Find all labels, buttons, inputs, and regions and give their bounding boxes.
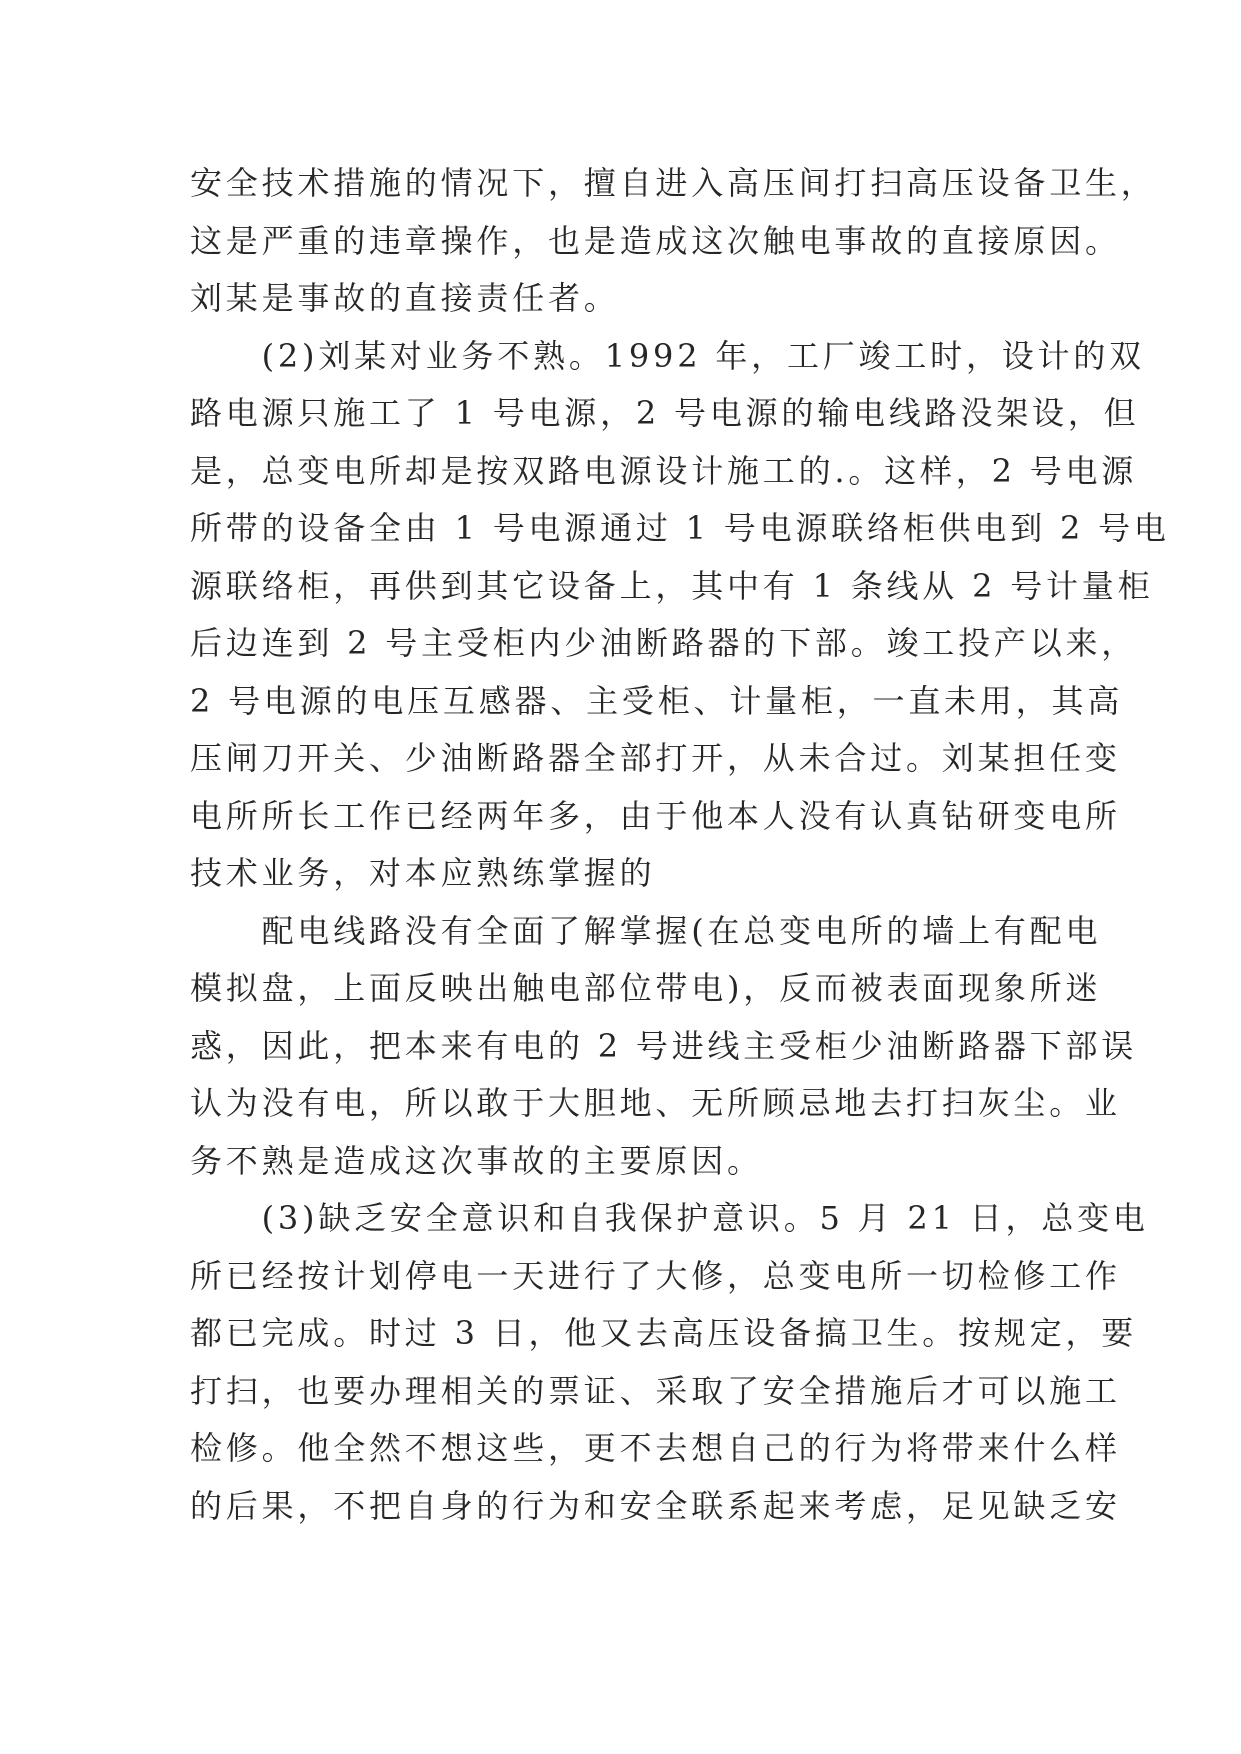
text-line: 认为没有电，所以敢于大胆地、无所顾忌地去打扫灰尘。业 <box>190 1084 1121 1122</box>
text-line: 源联络柜，再供到其它设备上，其中有 1 条线从 2 号计量柜 <box>190 566 1154 605</box>
text-line: 都已完成。时过 3 日，他又去高压设备搞卫生。按规定，要 <box>190 1314 1138 1352</box>
text-line: (3)缺乏安全意识和自我保护意识。5 月 21 日，总变电 <box>190 1199 1149 1237</box>
text-line: 检修。他全然不想这些，更不去想自己的行为将带来什么样 <box>190 1429 1121 1467</box>
text-line: 的后果，不把自身的行为和安全联系起来考虑，足见缺乏安 <box>190 1486 1121 1525</box>
text-line: 路电源只施工了 1 号电源，2 号电源的输电线路没架设，但 <box>190 394 1140 432</box>
text-line: 配电线路没有全面了解掌握(在总变电所的墙上有配电 <box>190 911 1102 950</box>
text-line: 惑，因此，把本来有电的 2 号进线主受柜少油断路器下部误 <box>190 1026 1138 1065</box>
text-line: 打扫，也要办理相关的票证、采取了安全措施后才可以施工 <box>190 1371 1121 1410</box>
text-line: 这是严重的违章操作，也是造成这次触电事故的直接原因。 <box>190 221 1121 260</box>
text-line: 安全技术措施的情况下，擅自进入高压间打扫高压设备卫生， <box>190 164 1157 202</box>
text-line: 后边连到 2 号主受柜内少油断路器的下部。竣工投产以来， <box>190 624 1138 662</box>
text-line: 所已经按计划停电一天进行了大修，总变电所一切检修工作 <box>190 1256 1121 1295</box>
text-line: 电所所长工作已经两年多，由于他本人没有认真钻研变电所 <box>190 796 1121 835</box>
text-line: (2)刘某对业务不熟。1992 年，工厂竣工时，设计的双 <box>190 336 1145 375</box>
text-line: 是，总变电所却是按双路电源设计施工的.。这样，2 号电源 <box>190 451 1138 490</box>
text-line: 务不熟是造成这次事故的主要原因。 <box>190 1141 763 1180</box>
text-line: 所带的设备全由 1 号电源通过 1 号电源联络柜供电到 2 号电 <box>190 509 1170 547</box>
text-line: 刘某是事故的直接责任者。 <box>190 279 620 317</box>
body-text <box>190 155 1170 1535</box>
text-line: 压闸刀开关、少油断路器全部打开，从未合过。刘某担任变 <box>190 739 1121 777</box>
text-line: 技术业务，对本应熟练掌握的 <box>190 854 656 892</box>
text-line: 2 号电源的电压互感器、主受柜、计量柜，一直未用，其高 <box>190 681 1124 720</box>
text-line: 模拟盘，上面反映出触电部位带电)，反而被表面现象所迷 <box>190 969 1102 1007</box>
